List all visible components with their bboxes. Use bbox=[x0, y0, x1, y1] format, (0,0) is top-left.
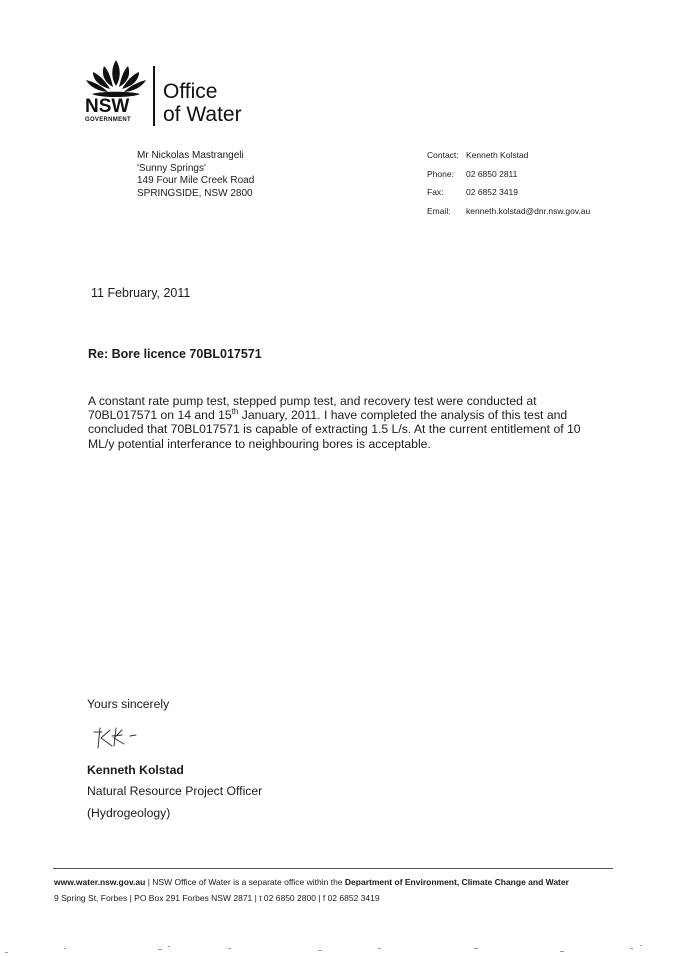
addressee-name: Mr Nickolas Mastrangeli bbox=[137, 150, 244, 161]
addressee-locality: SPRINGSIDE, NSW 2800 bbox=[137, 187, 253, 199]
footer-department: Department of Environment, Climate Change and Water bbox=[344, 877, 569, 887]
fax-value: 02 6852 3419 bbox=[466, 187, 518, 197]
waratah-logo-icon bbox=[84, 58, 148, 100]
body-superscript: th bbox=[231, 407, 239, 417]
footer-line2: 9 Spring St, Forbes | PO Box 291 Forbes NSW 2871 | t 02 6850 2800 | f 02 6852 3419 bbox=[54, 893, 380, 903]
body-text-part2: January, 2011. I have completed the analysis of this test and concluded that 70BL017571 is capable of extracting 1.5 L/s. At the current entitlement of 10 ML/y potential interferance to neighbouring bores is acceptable. bbox=[88, 408, 581, 451]
office-title-line1: Office bbox=[163, 80, 218, 103]
footer-separator: | bbox=[147, 877, 150, 887]
footer-line1 bbox=[54, 877, 569, 887]
addressee-block bbox=[137, 150, 254, 200]
phone-label: Phone: bbox=[427, 168, 454, 179]
email-value[interactable]: kenneth.kolstad@dnr.nsw.gov.au bbox=[466, 205, 591, 216]
office-title-line2: of Water bbox=[163, 103, 242, 126]
contact-label: Contact: bbox=[427, 150, 459, 160]
body-text-part1: A constant rate pump test, stepped pump test, and recovery test were conducted at 70BL017571 on 14 and 15 bbox=[88, 394, 537, 423]
contact-labels bbox=[427, 146, 459, 220]
addressee-street: 149 Four Mile Creek Road bbox=[137, 175, 255, 186]
closing: Yours sincerely bbox=[87, 697, 170, 711]
nsw-logo-text: NSW bbox=[85, 96, 130, 117]
footer-website[interactable]: www.water.nsw.gov.au bbox=[54, 877, 146, 887]
contact-values bbox=[466, 146, 590, 220]
logo-divider bbox=[153, 66, 155, 126]
scan-artifacts bbox=[0, 940, 676, 956]
government-logo-text: GOVERNMENT bbox=[85, 117, 132, 123]
phone-value: 02 6850 2811 bbox=[466, 168, 518, 179]
signature-image bbox=[92, 724, 142, 752]
letter-date: 11 February, 2011 bbox=[91, 286, 191, 300]
letter-subject: Re: Bore licence 70BL017571 bbox=[88, 347, 262, 361]
letter-body bbox=[88, 394, 608, 451]
signer-title: Natural Resource Project Officer bbox=[87, 784, 263, 798]
fax-label: Fax: bbox=[427, 187, 444, 197]
signer-name: Kenneth Kolstad bbox=[87, 763, 184, 777]
contact-name: Kenneth Kolstad bbox=[466, 150, 529, 160]
addressee-property: 'Sunny Springs' bbox=[137, 162, 206, 174]
email-label: Email: bbox=[427, 205, 451, 216]
footer-rule bbox=[53, 868, 613, 869]
signer-department: (Hydrogeology) bbox=[87, 806, 171, 820]
footer-statement: NSW Office of Water is a separate office within the bbox=[152, 877, 343, 887]
